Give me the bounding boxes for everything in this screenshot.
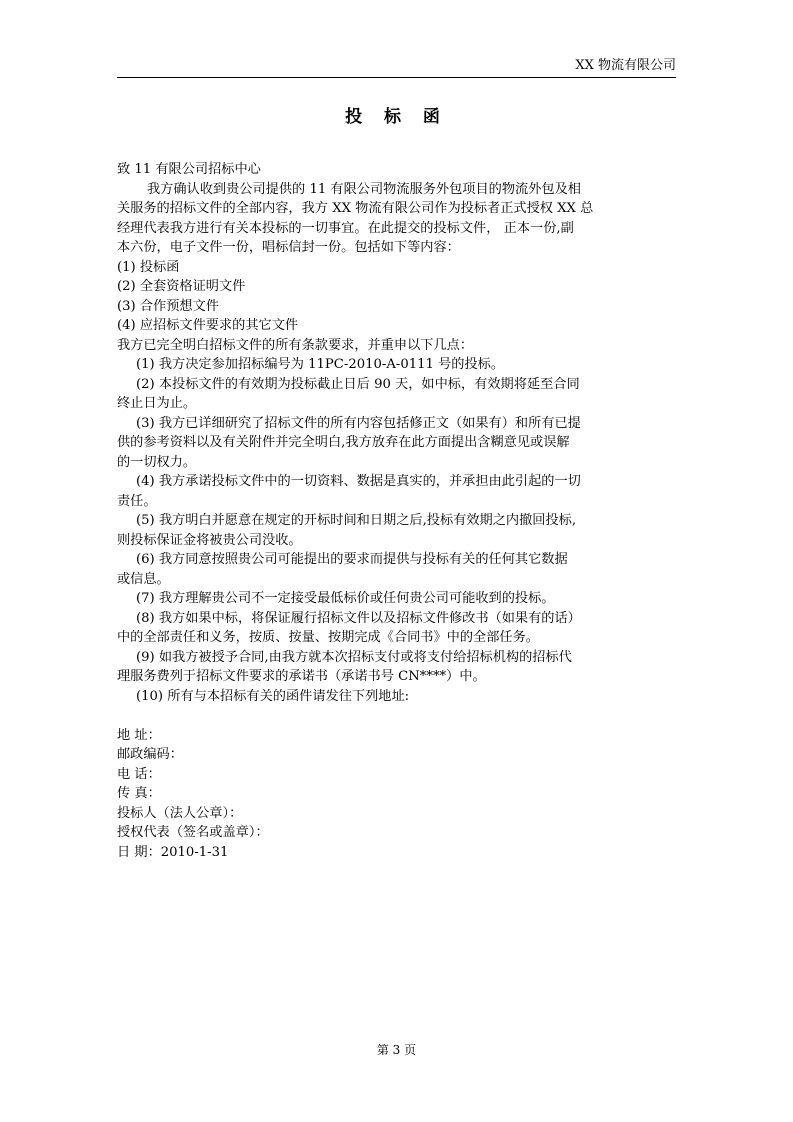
point-3-line-3: 的一切权力。 [117, 454, 197, 470]
statement: 我方已完全明白招标文件的所有条款要求，并重申以下几点： [117, 337, 474, 353]
point-9-line-2: 理服务费列于招标文件要求的承诺书（承诺书号 CN****）中。 [117, 669, 486, 684]
letter-body [117, 160, 676, 862]
intro-line-1: 我方确认收到贵公司提供的 11 有限公司物流服务外包项目的物流外包及相 [147, 181, 581, 197]
authorized-rep-field: 授权代表（签名或盖章）： [117, 825, 269, 840]
point-5-line-2: 则投标保证金将被贵公司没收。 [117, 532, 302, 548]
point-4-line-2: 责任。 [117, 493, 157, 509]
header-divider [117, 77, 676, 78]
contents-item-3: (3) 合作预想文件 [117, 298, 219, 314]
addressee: 致 11 有限公司招标中心 [117, 162, 261, 177]
point-6-line-2: 或信息。 [117, 571, 170, 587]
point-3-line-2: 供的参考资料以及有关附件并完全明白,我方放弃在此方面提出含糊意见或误解 [117, 435, 570, 450]
point-4-line-1: (4) 我方承诺投标文件中的一切资料、数据是真实的，并承担由此引起的一切 [136, 474, 581, 489]
point-8-line-1: (8) 我方如果中标，将保证履行招标文件以及招标文件修改书（如果有的话） [136, 610, 581, 626]
intro-line-3: 经理代表我方进行有关本投标的一切事宜。在此提交的投标文件， 正本一份,副 [117, 220, 574, 236]
page-number: 第 3 页 [376, 1043, 417, 1057]
point-8-line-2: 中的全部责任和义务，按质、按量、按期完成《合同书》中的全部任务。 [117, 630, 539, 645]
intro-line-2: 关服务的招标文件的全部内容，我方 XX 物流有限公司作为投标者正式授权 XX 总 [117, 201, 594, 216]
point-2-line-2: 终止日为止。 [117, 396, 197, 411]
point-10-line-1: (10) 所有与本招标有关的函件请发往下列地址: [136, 688, 410, 704]
point-7-line-1: (7) 我方理解贵公司不一定接受最低标价或任何贵公司可能收到的投标。 [136, 591, 555, 606]
contents-item-4: (4) 应招标文件要求的其它文件 [117, 318, 299, 333]
contents-item-2: (2) 全套资格证明文件 [117, 279, 246, 294]
point-6-line-1: (6) 我方同意按照贵公司可能提出的要求而提供与投标有关的任何其它数据 [136, 552, 568, 567]
point-1-line-1: (1) 我方决定参加招标编号为 11PC-2010-A-0111 号的投标。 [136, 357, 505, 372]
header-company-name: XX 物流有限公司 [575, 58, 676, 73]
contents-item-1: (1) 投标函 [117, 259, 180, 275]
point-3-line-1: (3) 我方已详细研究了招标文件的所有内容包括修正文（如果有）和所有已提 [136, 415, 581, 431]
point-9-line-1: (9) 如我方被授予合同,由我方就本次招标支付或将支付给招标机构的招标代 [136, 649, 572, 665]
bidder-seal-field: 投标人（法人公章）： [117, 805, 243, 821]
document-title: 投 标 函 [345, 107, 448, 127]
blank-line [117, 706, 676, 726]
fax-field: 传 真： [117, 786, 161, 801]
point-2-line-1: (2) 本投标文件的有效期为投标截止日后 90 天，如中标，有效期将延至合同 [136, 376, 580, 392]
intro-line-4: 本六份，电子文件一份，唱标信封一份。包括如下等内容： [117, 240, 460, 255]
phone-field: 电 话： [117, 766, 161, 782]
address-field: 地 址： [117, 727, 161, 743]
date-field: 日 期：2010-1-31 [117, 844, 229, 860]
postal-code-field: 邮政编码： [117, 747, 183, 762]
point-5-line-1: (5) 我方明白并愿意在规定的开标时间和日期之后,投标有效期之内撤回投标, [136, 513, 577, 528]
